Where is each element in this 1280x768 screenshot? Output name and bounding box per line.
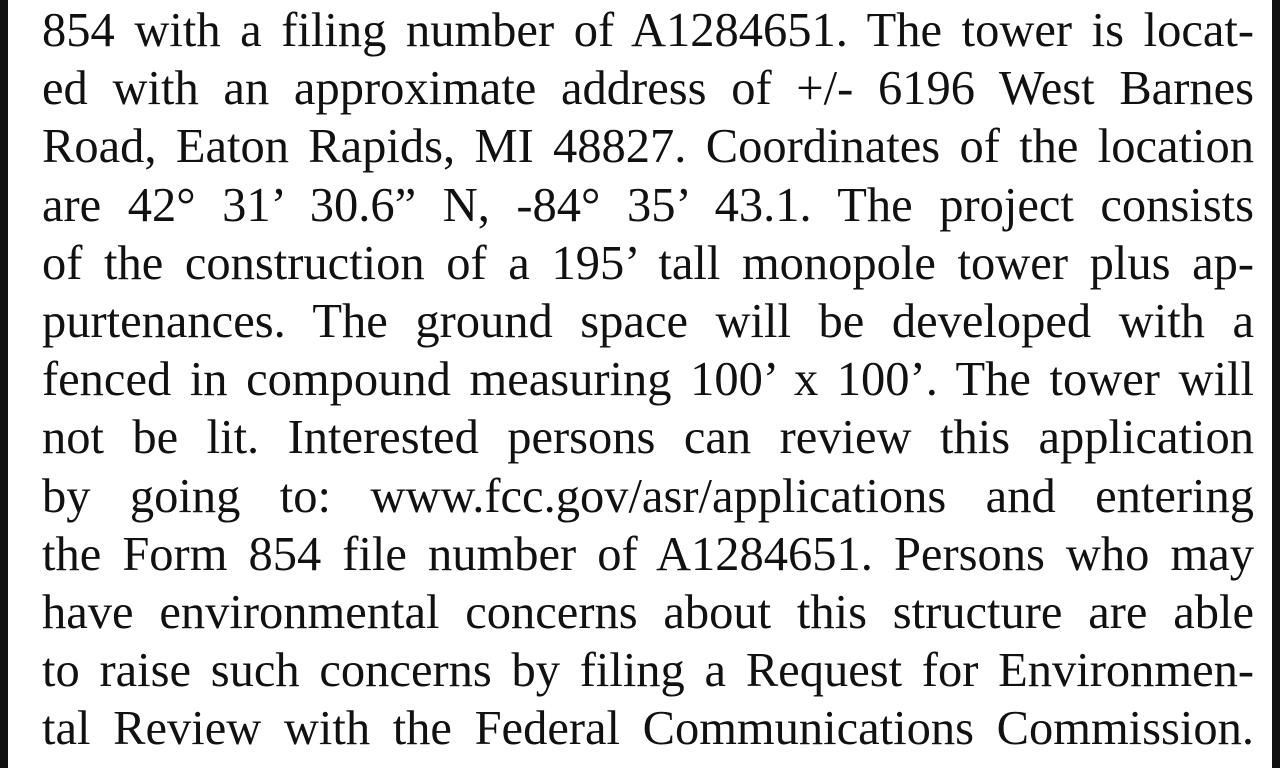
notice-line: 854 with a filing number of A1284651. The tower is locat- [42, 4, 1254, 57]
notice-line: of the construction of a 195’ tall monopole tower plus ap- [42, 236, 1254, 290]
notice-line: ed with an approximate address of +/- 6196 West Barnes [42, 62, 1254, 116]
notice-line: by going to: www.fcc.gov/asr/applications and entering [42, 469, 1254, 523]
notice-line: tal Review with the Federal Communications Commission. [42, 702, 1254, 756]
notice-line: the Form 854 file number of A1284651. Persons who may [42, 527, 1254, 581]
notice-line: not be lit. Interested persons can review this application [42, 411, 1254, 465]
notice-line: Road, Eaton Rapids, MI 48827. Coordinates of the location [42, 120, 1254, 174]
notice-line: fenced in compound measuring 100’ x 100’. The tower will [42, 353, 1254, 407]
notice-line: to raise such concerns by filing a Request for Environmen- [42, 644, 1254, 698]
notice-line: have environmental concerns about this structure are able [42, 585, 1254, 639]
notice-line: are 42° 31’ 30.6” N, -84° 35’ 43.1. The project consists [42, 178, 1254, 232]
notice-body [42, 2, 1254, 758]
notice-line: purtenances. The ground space will be developed with a [42, 294, 1254, 348]
